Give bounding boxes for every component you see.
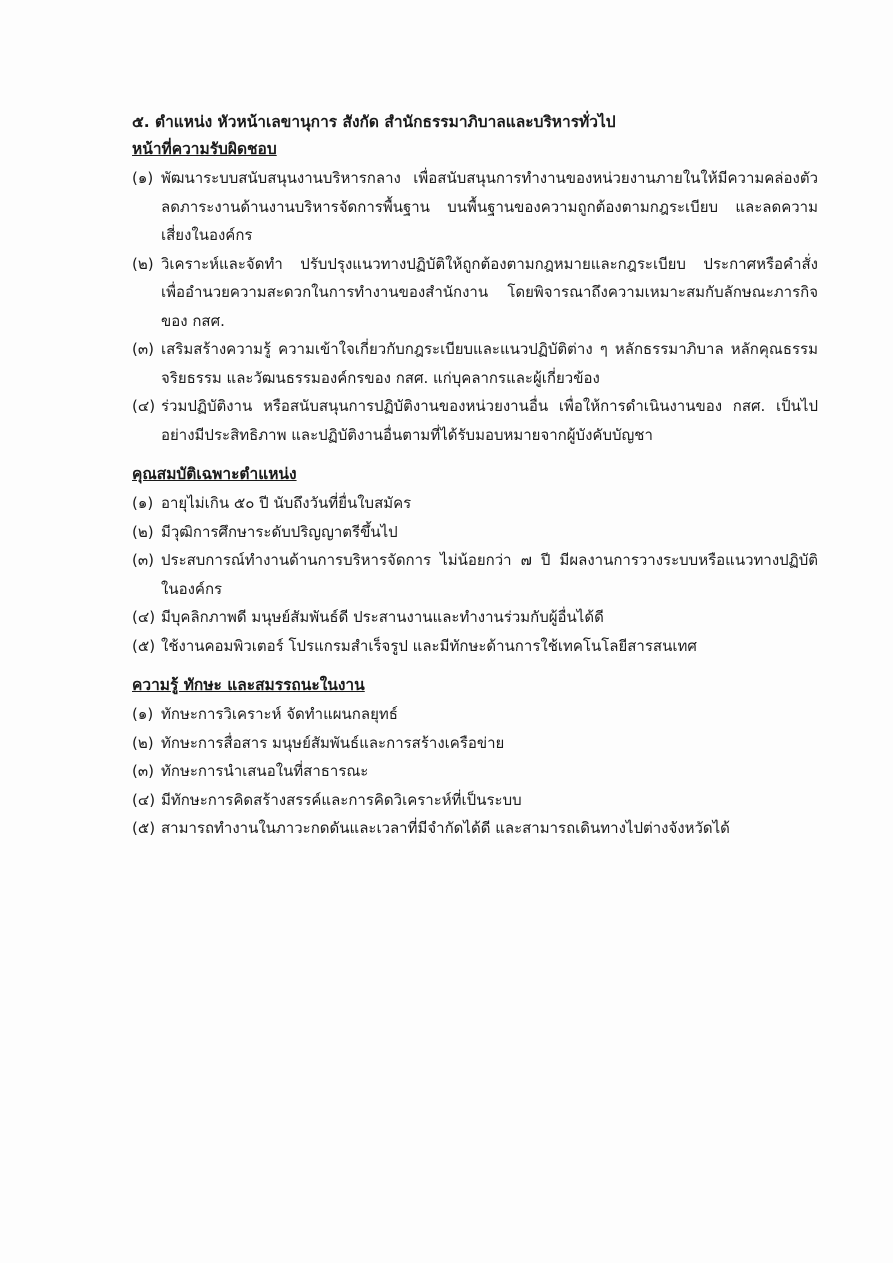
- list-item: [132, 518, 818, 547]
- skills-heading: ความรู้ ทักษะ และสมรรถนะในงาน: [132, 676, 365, 694]
- item-text: ทักษะการสื่อสาร มนุษย์สัมพันธ์และการสร้างเครือข่าย: [161, 733, 505, 752]
- list-item: [132, 729, 818, 758]
- item-number: (๑): [132, 169, 154, 187]
- list-item: [132, 700, 818, 729]
- item-text: สามารถทำงานในภาวะกดดันและเวลาที่มีจำกัดได้ดี และสามารถเดินทางไปต่างจังหวัดได้: [161, 819, 730, 837]
- list-item: [132, 786, 818, 815]
- item-text: ใช้งานคอมพิวเตอร์ โปรแกรมสำเร็จรูป และมีทักษะด้านการใช้เทคโนโลยีสารสนเทศ: [161, 636, 697, 655]
- list-item: [132, 546, 818, 603]
- skills-list: [132, 700, 818, 843]
- list-item: [132, 632, 818, 661]
- item-text: มีวุฒิการศึกษาระดับปริญญาตรีขึ้นไป: [161, 522, 398, 541]
- item-number: (๒): [132, 254, 154, 273]
- list-item: [132, 164, 818, 250]
- position-title: ๕. ตำแหน่ง หัวหน้าเลขานุการ สังกัด สำนักธรรมาภิบาลและบริหารทั่วไป: [132, 113, 616, 131]
- item-number: (๕): [132, 819, 156, 837]
- item-number: (๕): [132, 636, 156, 655]
- item-text: ประสบการณ์ทำงานด้านการบริหารจัดการ ไม่น้อยกว่า ๗ ปี มีผลงานการวางระบบหรือแนวทางปฏิบัติในองค์กร: [161, 551, 818, 598]
- item-text: วิเคราะห์และจัดทำ ปรับปรุงแนวทางปฏิบัติให้ถูกต้องตามกฎหมายและกฎระเบียบ ประกาศหรือคำสั่ง เพื่ออำนวยความสะดวกในการทำงานของสำนักงาน โดยพิจารณาถึงความเหมาะสมกับลักษณะภารกิจของ กสศ.: [161, 254, 818, 330]
- item-text: มีทักษะการคิดสร้างสรรค์และการคิดวิเคราะห์ที่เป็นระบบ: [161, 790, 522, 809]
- item-text: อายุไม่เกิน ๕๐ ปี นับถึงวันที่ยื่นใบสมัคร: [161, 494, 412, 512]
- responsibilities-list: [132, 164, 818, 449]
- list-item: [132, 392, 818, 449]
- list-item: [132, 489, 818, 518]
- item-number: (๓): [132, 551, 154, 569]
- list-item: [132, 603, 818, 632]
- item-number: (๔): [132, 790, 156, 809]
- item-number: (๒): [132, 733, 154, 752]
- item-number: (๑): [132, 705, 154, 723]
- item-text: พัฒนาระบบสนับสนุนงานบริหารกลาง เพื่อสนับสนุนการทำงานของหน่วยงานภายในให้มีความคล่องตัว ลดภาระงานด้านงานบริหารจัดการพื้นฐาน บนพื้นฐานของความถูกต้องตามกฎระเบียบ และลดความเสี่ยงในองค์กร: [161, 169, 818, 244]
- item-number: (๓): [132, 340, 154, 358]
- responsibilities-heading: หน้าที่ความรับผิดชอบ: [132, 140, 277, 158]
- list-item: [132, 250, 818, 336]
- item-number: (๔): [132, 608, 156, 626]
- item-number: (๑): [132, 494, 154, 512]
- item-text: ทักษะการวิเคราะห์ จัดทำแผนกลยุทธ์: [161, 705, 398, 723]
- document-content: [132, 108, 818, 843]
- qualifications-list: [132, 489, 818, 660]
- item-text: เสริมสร้างความรู้ ความเข้าใจเกี่ยวกับกฎระเบียบและแนวปฏิบัติต่าง ๆ หลักธรรมาภิบาล หลักคุณธรรม จริยธรรม และวัฒนธรรมองค์กรของ กสศ. แก่บุคลากรและผู้เกี่ยวข้อง: [161, 340, 818, 387]
- item-text: ทักษะการนำเสนอในที่สาธารณะ: [161, 762, 369, 780]
- list-item: [132, 335, 818, 392]
- item-number: (๒): [132, 522, 154, 541]
- item-text: ร่วมปฏิบัติงาน หรือสนับสนุนการปฏิบัติงานของหน่วยงานอื่น เพื่อให้การดำเนินงานของ กสศ. เป็นไปอย่างมีประสิทธิภาพ และปฏิบัติงานอื่นตามที่ได้รับมอบหมายจากผู้บังคับบัญชา: [161, 397, 818, 444]
- list-item: [132, 757, 818, 786]
- item-number: (๓): [132, 762, 154, 780]
- item-number: (๔): [132, 397, 156, 415]
- qualifications-heading: คุณสมบัติเฉพาะตำแหน่ง: [132, 465, 297, 483]
- item-text: มีบุคลิกภาพดี มนุษย์สัมพันธ์ดี ประสานงานและทำงานร่วมกับผู้อื่นได้ดี: [161, 608, 604, 626]
- list-item: [132, 814, 818, 843]
